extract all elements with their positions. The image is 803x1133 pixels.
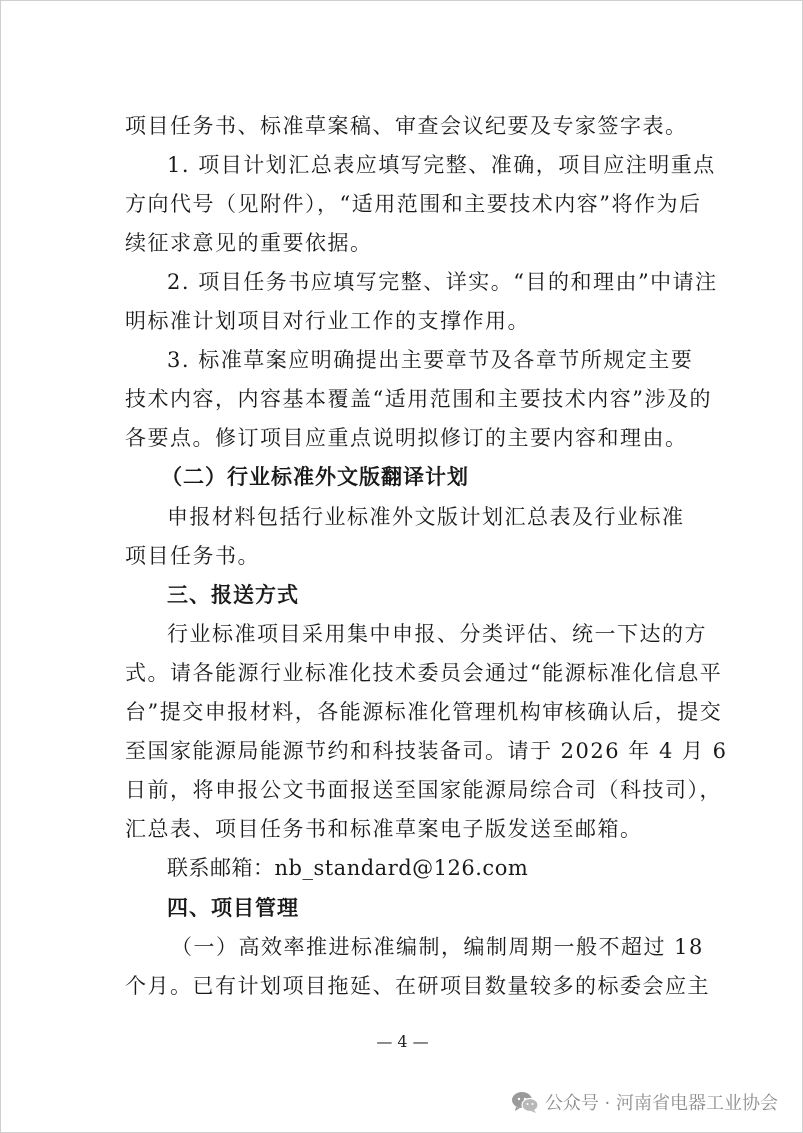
- page-number: — 4 —: [376, 1032, 429, 1051]
- text-line: 明标准计划项目对行业工作的支撑作用。: [125, 309, 530, 333]
- text-line: 式。请各能源行业标准化技术委员会通过“能源标准化信息平: [125, 661, 723, 685]
- text-line: 1. 项目计划汇总表应填写完整、准确，项目应注明重点: [167, 153, 716, 177]
- text-line: 台”提交申报材料，各能源标准化管理机构审核确认后，提交: [125, 700, 723, 724]
- text-line: 续征求意见的重要依据。: [125, 231, 373, 255]
- contact-email: 联系邮箱：nb_standard@126.com: [167, 856, 529, 880]
- text-line: 3. 标准草案应明确提出主要章节及各章节所规定主要: [167, 348, 694, 372]
- text-line: 技术内容，内容基本覆盖“适用范围和主要技术内容”涉及的: [125, 387, 712, 411]
- text-line: 方向代号（见附件），“适用范围和主要技术内容”将作为后: [125, 192, 702, 216]
- text-line: 各要点。修订项目应重点说明拟修订的主要内容和理由。: [125, 426, 688, 450]
- text-line: 汇总表、项目任务书和标准草案电子版发送至邮箱。: [125, 817, 643, 841]
- text-line: 2. 项目任务书应填写完整、详实。“目的和理由”中请注: [167, 270, 718, 294]
- section-heading: 四、项目管理: [167, 896, 299, 920]
- watermark-text: 公众号 · 河南省电器工业协会: [544, 1093, 778, 1114]
- text-line: 项目任务书、标准草案稿、审查会议纪要及专家签字表。: [125, 114, 688, 138]
- section-heading: （二）行业标准外文版翻译计划: [161, 465, 469, 489]
- section-heading: 三、报送方式: [167, 583, 299, 607]
- wechat-icon: [511, 1090, 539, 1114]
- text-line: （一）高效率推进标准编制，编制周期一般不超过 18: [171, 935, 704, 959]
- text-line: 项目任务书。: [125, 544, 260, 568]
- text-line: 至国家能源局能源节约和科技装备司。请于 2026 年 4 月 6: [125, 739, 728, 763]
- text-line: 行业标准项目采用集中申报、分类评估、统一下达的方: [167, 622, 707, 646]
- text-line: 日前，将申报公文书面报送至国家能源局综合司（科技司），: [125, 778, 722, 802]
- watermark: [511, 1089, 778, 1115]
- text-line: 个月。已有计划项目拖延、在研项目数量较多的标委会应主: [125, 974, 710, 998]
- text-line: 申报材料包括行业标准外文版计划汇总表及行业标准: [167, 505, 685, 529]
